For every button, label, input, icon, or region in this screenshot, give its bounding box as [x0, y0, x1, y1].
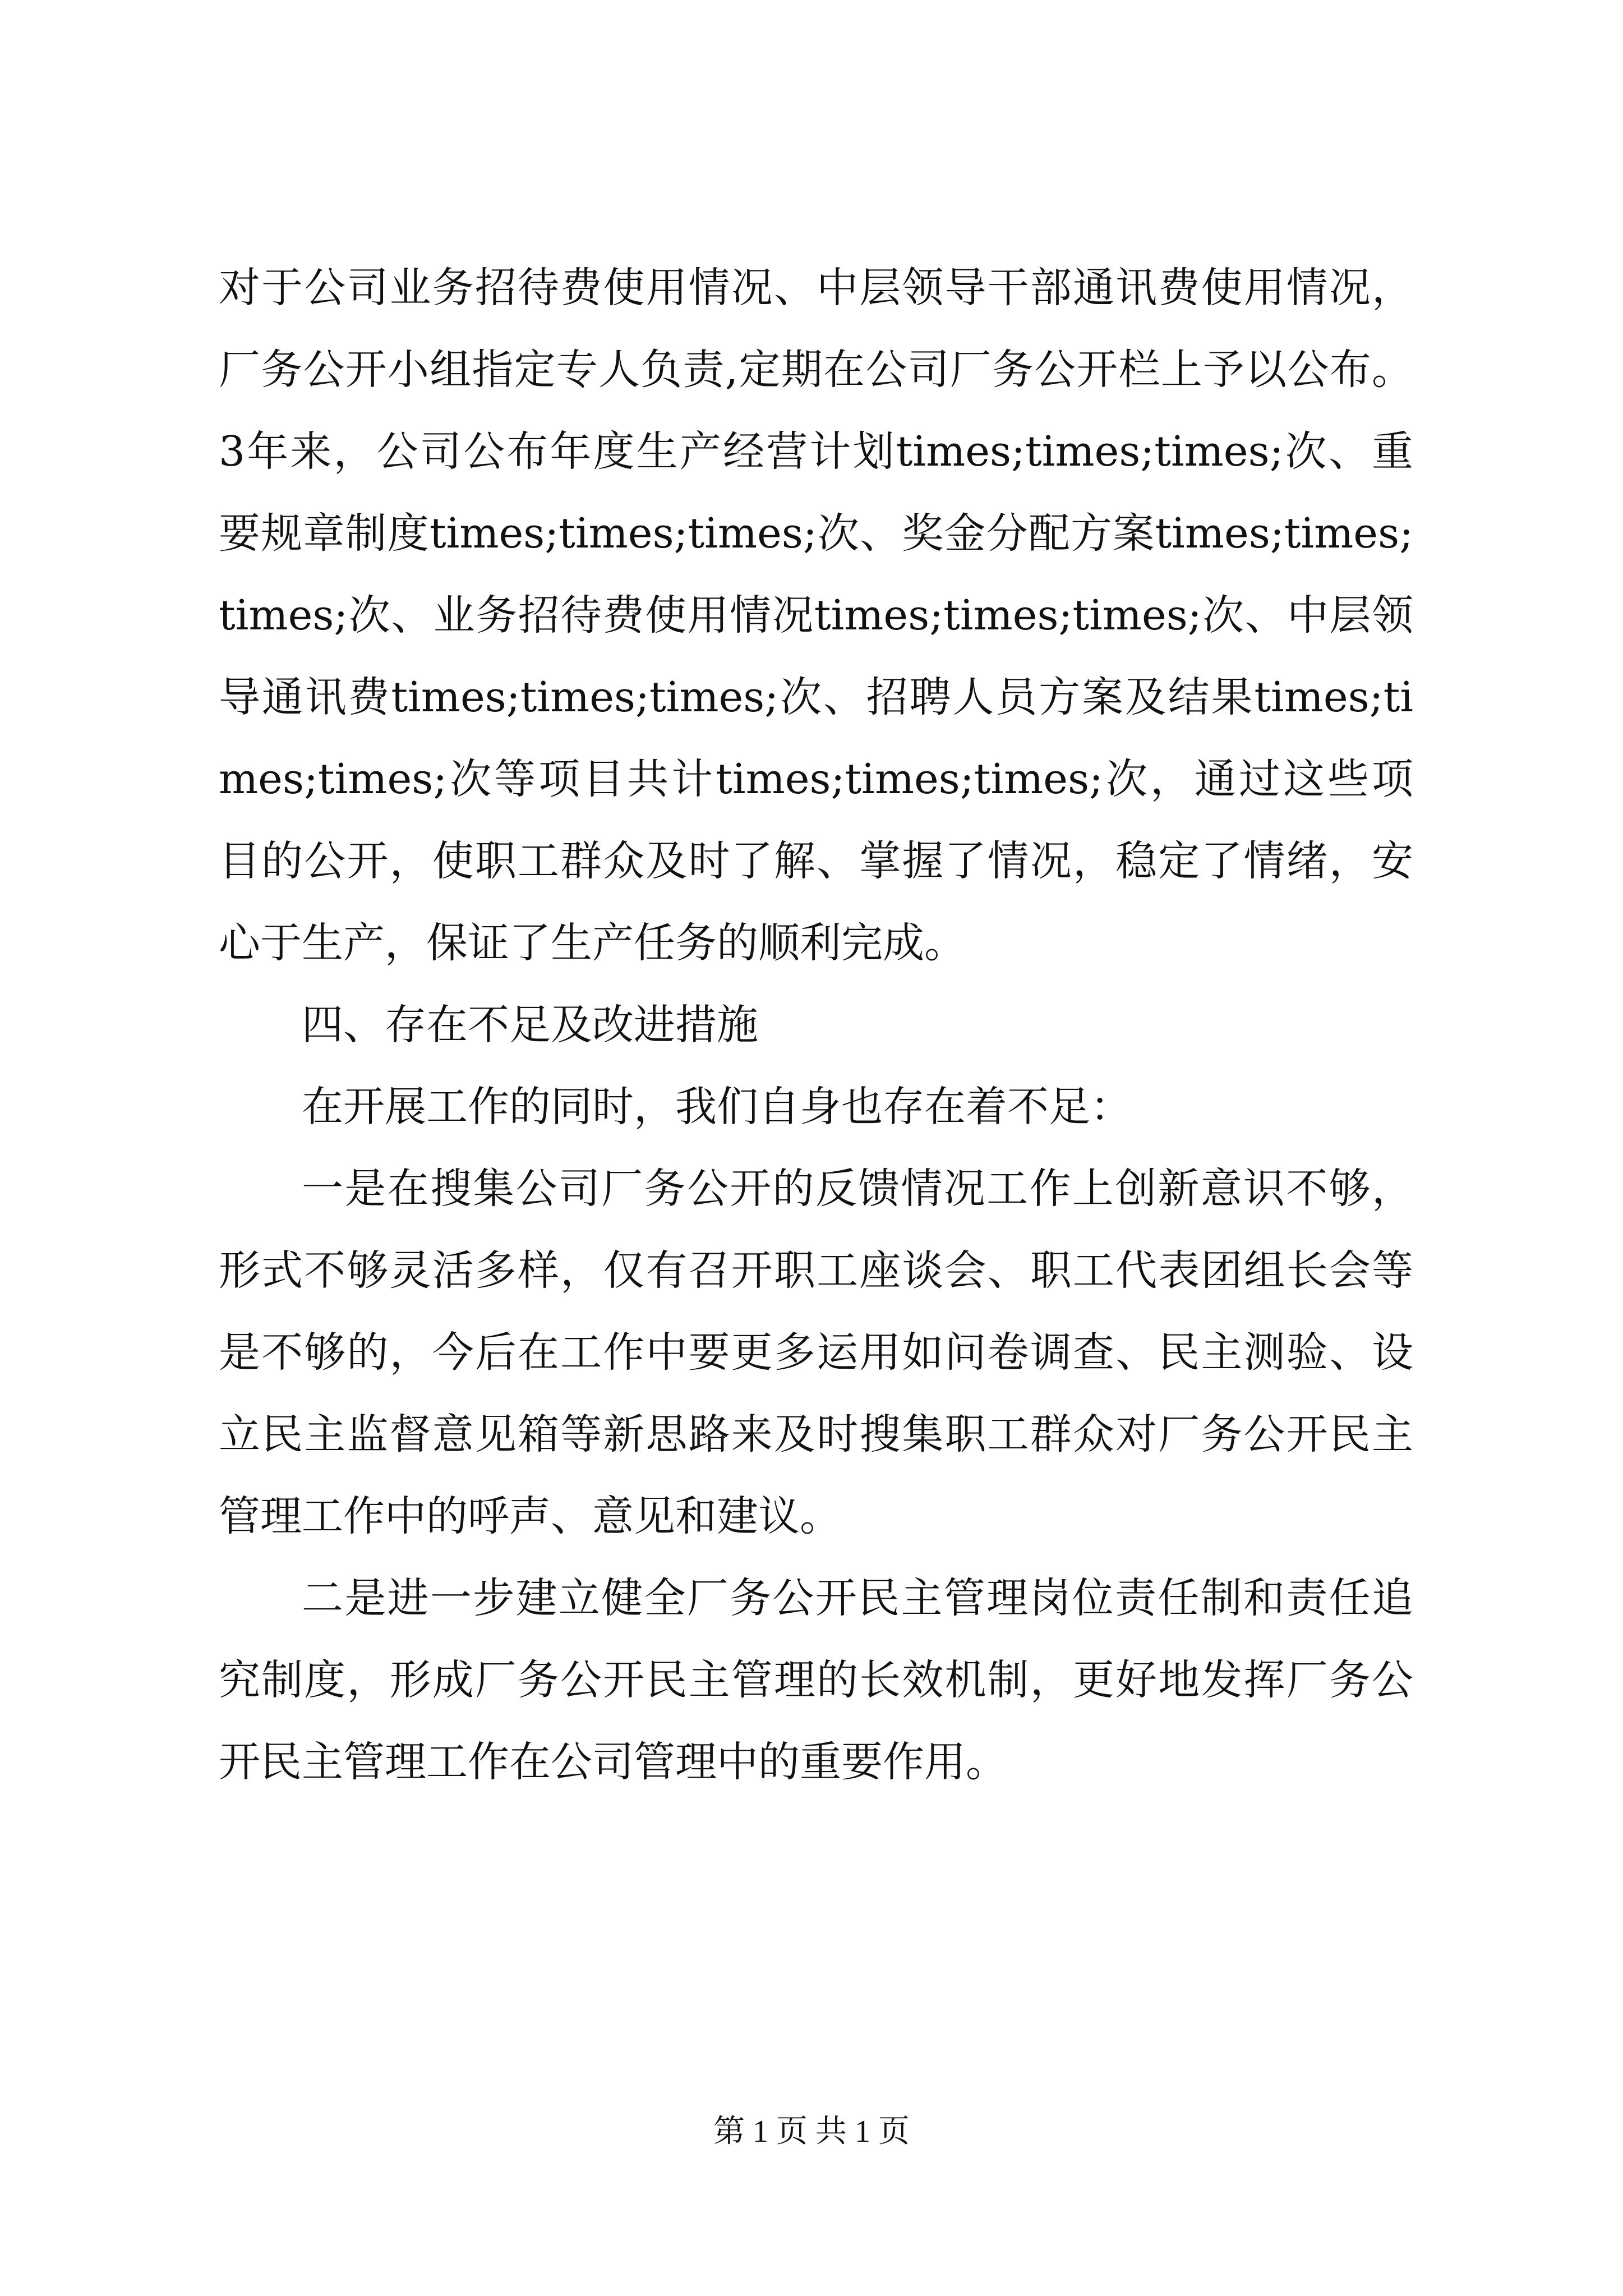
page-footer: 第 1 页 共 1 页	[713, 2114, 910, 2149]
paragraph-expense-disclosure: 对于公司业务招待费使用情况、中层领导干部通讯费使用情况，厂务公开小组指定专人负责,定期在公司厂务公开栏上予以公布。3年来，公司公布年度生产经营计划times;times;times;次、重要规章制度times;times;times;次、奖金分配方案times;times;times;次、业务招待费使用情况times;times;times;次、中层领导通讯费times;times;times;次、招聘人员方案及结果times;times;times;次等项目共计times;times;times;次，通过这些项目的公开，使职工群众及时了解、掌握了情况，稳定了情绪，安心于生产，保证了生产任务的顺利完成。	[219, 264, 1413, 967]
paragraph-point-two: 二是进一步建立健全厂务公开民主管理岗位责任制和责任追究制度，形成厂务公开民主管理的长效机制，更好地发挥厂务公开民主管理工作在公司管理中的重要作用。	[219, 1574, 1413, 1786]
document-body	[219, 247, 1413, 1803]
section-heading-shortcomings: 四、存在不足及改进措施	[302, 1001, 758, 1049]
paragraph-point-one: 一是在搜集公司厂务公开的反馈情况工作上创新意识不够，形式不够灵活多样，仅有召开职工座谈会、职工代表团组长会等是不够的，今后在工作中要更多运用如问卷调查、民主测验、设立民主监督意见箱等新思路来及时搜集职工群众对厂务公开民主管理工作中的呼声、意见和建议。	[219, 1165, 1413, 1540]
paragraph-shortcomings-intro: 在开展工作的同时，我们自身也存在着不足：	[302, 1083, 1132, 1131]
